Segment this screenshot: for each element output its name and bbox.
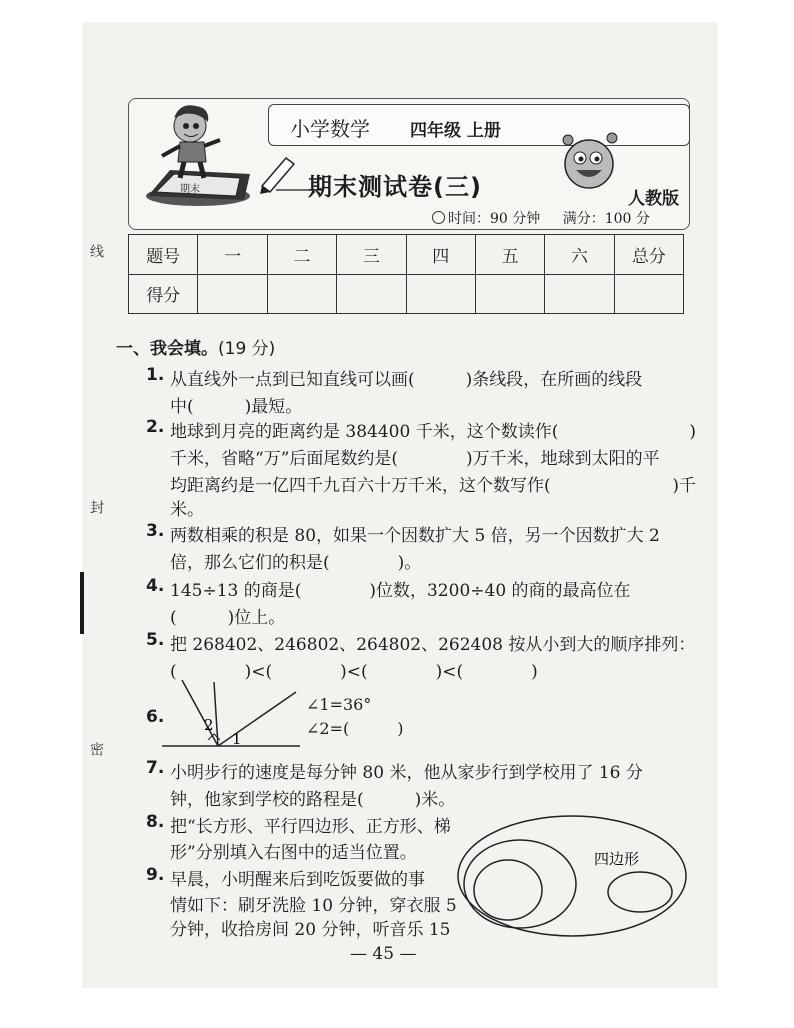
- score-row-label: 得分: [129, 274, 198, 314]
- score-header-cell: 三: [337, 235, 406, 275]
- question-line: 均距离约是一亿四千九百六十万千米，这个数写作(: [170, 476, 551, 496]
- question-number: 7.: [146, 758, 165, 778]
- time-limit: 时间：90 分钟: [448, 211, 541, 227]
- score-header-cell: 六: [545, 235, 614, 275]
- score-header-cell: 总分: [614, 235, 683, 275]
- angle-figure: [162, 676, 302, 752]
- score-header-cell: 五: [475, 235, 544, 275]
- score-cell[interactable]: [545, 274, 614, 314]
- answer-bracket-close: )千: [672, 476, 696, 496]
- smiley-ball-icon: [556, 130, 626, 194]
- score-cell[interactable]: [475, 274, 544, 314]
- ray-right: [218, 692, 296, 746]
- angle-1-value: ∠1=36°: [306, 695, 372, 714]
- question-line: 从直线外一点到已知直线可以画( )条线段，在所画的线段: [170, 370, 643, 390]
- answer-bracket-close: ): [689, 422, 696, 442]
- section-heading: [116, 334, 275, 359]
- question-line: 倍，那么它们的积是( )。: [170, 553, 422, 573]
- angle-2-blank: ∠2=( ): [306, 719, 404, 738]
- question-line: 145÷13 的商是( )位数，3200÷40 的商的最高位在: [170, 581, 631, 601]
- score-cell[interactable]: [406, 274, 475, 314]
- binding-edge-bar: [80, 572, 84, 634]
- question-number: 8.: [146, 812, 165, 832]
- question-line: ( )<( )<( )<( ): [170, 662, 538, 682]
- exam-meta: [432, 208, 650, 228]
- clock-icon: [432, 211, 445, 224]
- score-table-header-row: [129, 235, 684, 275]
- question-line: 形”分别填入右图中的适当位置。: [170, 843, 417, 863]
- page-title: 期末测试卷(三): [308, 173, 482, 201]
- binding-mark-middle: 封: [88, 500, 104, 514]
- question-number: 2.: [146, 417, 165, 437]
- score-cell[interactable]: [614, 274, 683, 314]
- question-line: 中( )最短。: [170, 397, 303, 417]
- question-line: 情如下：刷牙洗脸 10 分钟，穿衣服 5: [170, 896, 457, 916]
- full-score: 满分：100 分: [562, 211, 650, 227]
- question-line: 地球到月亮的距离约是 384400 千米，这个数读作(: [170, 422, 559, 442]
- section-points: (19 分): [218, 339, 276, 359]
- score-header-cell: 二: [267, 235, 336, 275]
- score-cell[interactable]: [337, 274, 406, 314]
- angle-label-2: 2: [204, 716, 214, 734]
- venn-outer-ellipse[interactable]: [458, 816, 686, 936]
- page-number: — 45 —: [350, 944, 417, 964]
- binding-mark-top: 线: [88, 244, 104, 258]
- question-line: ( )位上。: [170, 608, 286, 628]
- mascot-boy-on-book-icon: [140, 100, 270, 210]
- edition-label: 人教版: [628, 189, 679, 209]
- score-table-score-row: [129, 274, 684, 314]
- grade-label: 四年级 上册: [410, 121, 501, 141]
- score-table: [128, 234, 684, 314]
- question-line: 小明步行的速度是每分钟 80 米，他从家步行到学校用了 16 分: [170, 763, 643, 783]
- question-line: 把“长方形、平行四边形、正方形、梯: [170, 817, 451, 837]
- question-number: 6.: [146, 707, 165, 727]
- question-line: 早晨，小明醒来后到吃饭要做的事: [170, 870, 425, 890]
- subject-label: 小学数学: [290, 117, 370, 141]
- venn-middle-ellipse[interactable]: [464, 840, 576, 928]
- question-line: 把 268402、246802、264802、262408 按从小到大的顺序排列：: [170, 635, 696, 655]
- binding-mark-bottom: 密: [88, 742, 104, 756]
- question-line: 两数相乘的积是 80，如果一个因数扩大 5 倍，另一个因数扩大 2: [170, 526, 660, 546]
- angle-label-1: 1: [232, 730, 242, 748]
- question-line: 分钟，收拾房间 20 分钟，听音乐 15: [170, 920, 451, 940]
- section-label: 一、我会填。: [116, 339, 218, 359]
- score-cell[interactable]: [267, 274, 336, 314]
- question-number: 4.: [146, 576, 165, 596]
- score-cell[interactable]: [198, 274, 267, 314]
- question-number: 9.: [146, 865, 165, 885]
- venn-right-ellipse[interactable]: [608, 872, 672, 912]
- question-line: 米。: [170, 500, 204, 520]
- question-number: 3.: [146, 521, 165, 541]
- book-label: 期末: [180, 184, 200, 195]
- score-header-cell: 四: [406, 235, 475, 275]
- score-header-cell: 一: [198, 235, 267, 275]
- quadrilateral-venn-diagram: [454, 812, 692, 940]
- venn-inner-ellipse[interactable]: [474, 860, 542, 920]
- question-number: 1.: [146, 365, 165, 385]
- question-number: 5.: [146, 630, 165, 650]
- question-line: 千米，省略“万”后面尾数约是( )万千米，地球到太阳的平: [170, 449, 660, 469]
- venn-label: 四边形: [594, 850, 640, 868]
- score-header-cell: 题号: [129, 235, 198, 275]
- question-line: 钟，他家到学校的路程是( )米。: [170, 790, 456, 810]
